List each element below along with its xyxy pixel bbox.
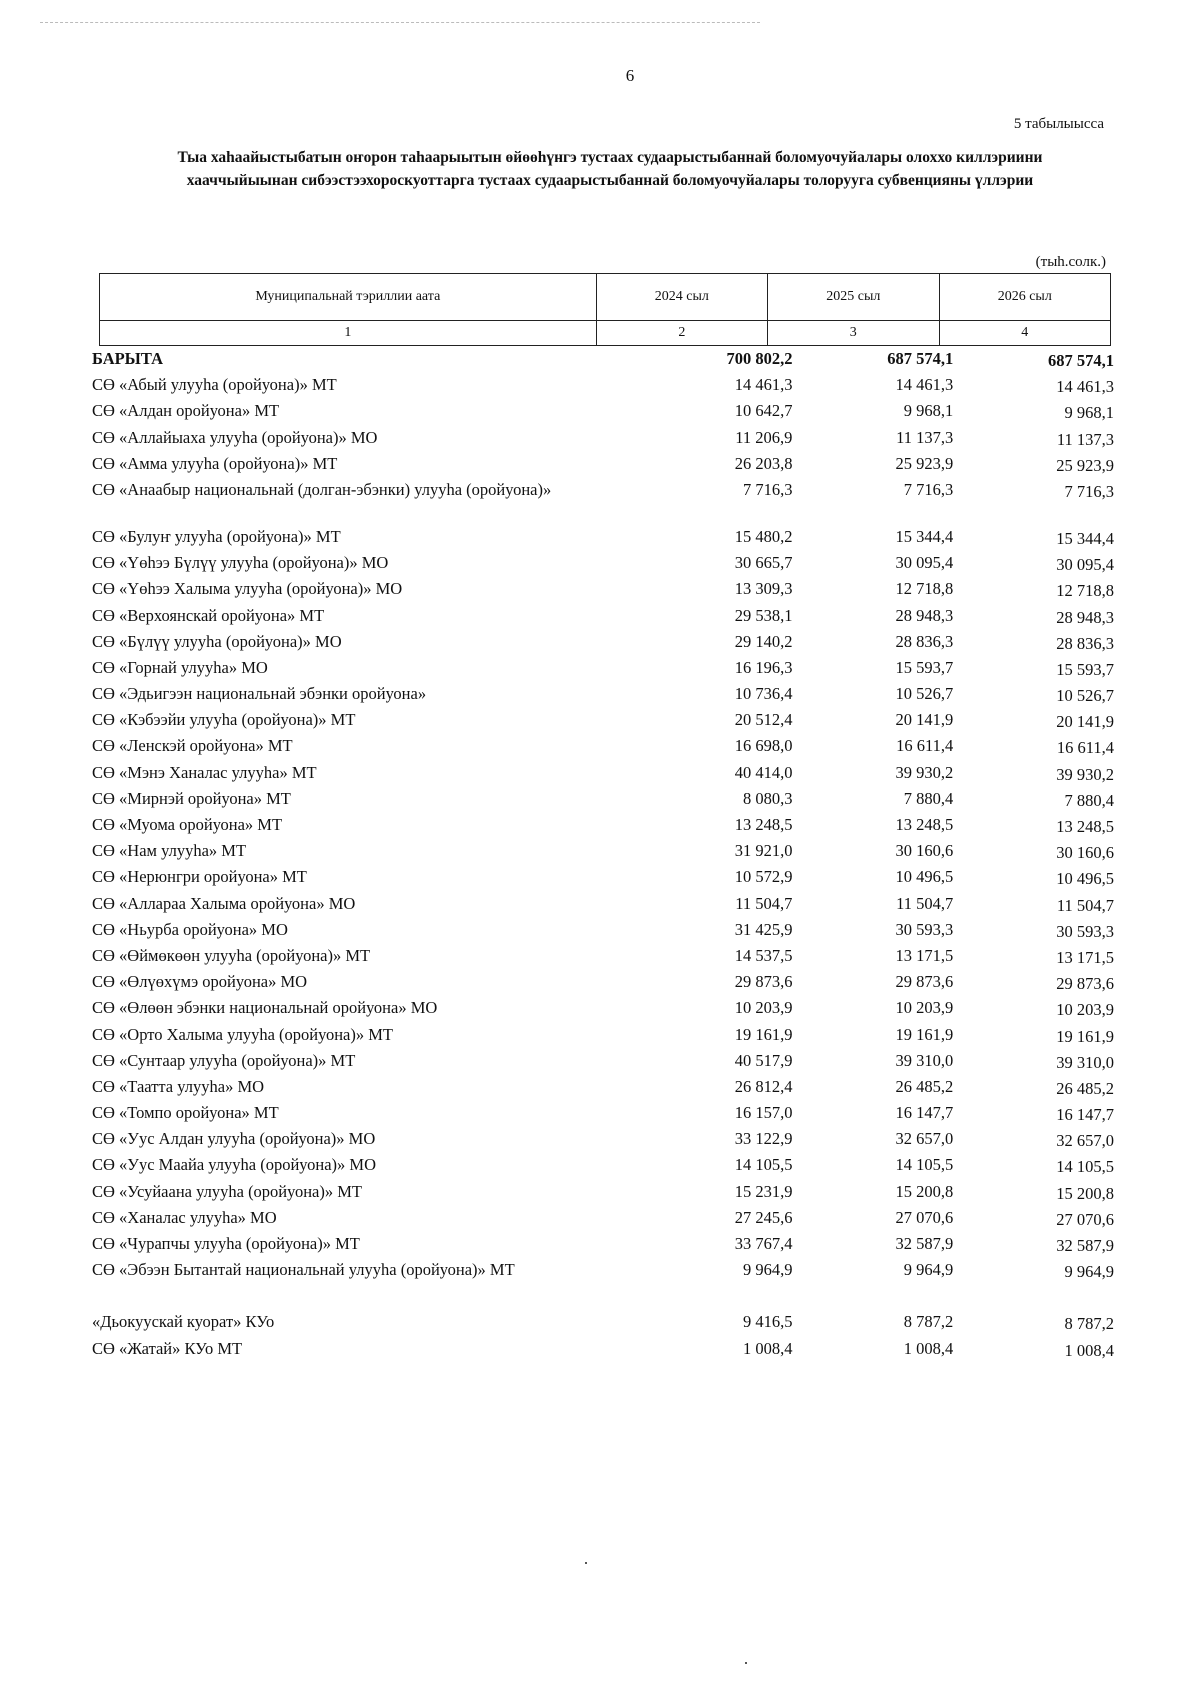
- row-name: СӨ «Үөhээ Халыма улууhа (оройуона)» МО: [92, 579, 403, 599]
- row-name: СӨ «Уус Маайа улууhа (оройуона)» МО: [92, 1155, 377, 1175]
- table-row: [92, 1050, 1114, 1076]
- row-value-2024: 9 416,5: [742, 1312, 793, 1332]
- row-value-2026: 15 593,7: [1056, 659, 1114, 679]
- row-value-2024: 10 642,7: [734, 401, 793, 421]
- row-value-2026: 32 657,0: [1056, 1131, 1114, 1151]
- row-value-2024: 10 572,9: [734, 867, 793, 887]
- table-row: [92, 788, 1114, 814]
- row-value-2025: 30 095,4: [895, 553, 954, 573]
- table-row: [92, 1181, 1114, 1207]
- row-value-2025: 10 526,7: [895, 684, 954, 704]
- column-number-2: 2: [596, 321, 767, 346]
- row-name: СӨ «Нам улууhа» МТ: [92, 841, 247, 861]
- row-value-2026: 10 203,9: [1056, 1000, 1114, 1020]
- row-name: СӨ «Эбээн Бытантай национальнай улууhа (оройуона)» МТ: [92, 1260, 515, 1280]
- row-name: СӨ «Үөhээ Бүлүү улууhа (оройуона)» МО: [92, 553, 389, 573]
- column-number-1: 1: [100, 321, 597, 346]
- row-name: СӨ «Аллайыаха улууhа (оройуона)» МО: [92, 427, 378, 447]
- row-value-2024: 30 665,7: [734, 553, 793, 573]
- row-name: СӨ «Таатта улууhа» МО: [92, 1076, 265, 1096]
- row-value-2026: 20 141,9: [1056, 712, 1114, 732]
- row-name: СӨ «Нерюнгри оройуона» МТ: [92, 867, 307, 887]
- table-row: [92, 893, 1114, 919]
- row-value-2026: 16 611,4: [1056, 738, 1114, 758]
- row-value-2024: 10 736,4: [734, 684, 793, 704]
- row-value-2024: 16 698,0: [734, 736, 793, 756]
- row-value-2024: 11 206,9: [735, 427, 793, 447]
- row-value-2025: 15 200,8: [895, 1181, 954, 1201]
- row-value-2025: 16 147,7: [895, 1103, 954, 1123]
- row-name: СӨ «Бүлүү улууhа (оройуона)» МО: [92, 631, 342, 651]
- row-value-2025: 7 880,4: [903, 788, 954, 808]
- row-value-2024: 16 196,3: [734, 657, 793, 677]
- row-value-2025: 7 716,3: [903, 479, 954, 499]
- table-body: [92, 348, 1114, 1364]
- row-name: СӨ «Алдан оройуона» МТ: [92, 401, 280, 421]
- header-municipality: Муниципальнай тэриллии аата: [100, 274, 597, 321]
- table-row: [92, 814, 1114, 840]
- row-value-2025: 14 105,5: [895, 1155, 954, 1175]
- row-name: СӨ «Аллараа Халыма оройуона» МО: [92, 893, 356, 913]
- table-row: [92, 1311, 1114, 1337]
- row-value-2026: 30 095,4: [1056, 555, 1114, 575]
- row-value-2026: 25 923,9: [1056, 455, 1114, 475]
- table-row: [92, 945, 1114, 971]
- row-value-2026: 10 496,5: [1056, 869, 1114, 889]
- table-row: [92, 1207, 1114, 1233]
- table-row: [92, 631, 1114, 657]
- row-name: СӨ «Өймөкөөн улууhа (оройуона)» МТ: [92, 945, 371, 965]
- table-row: [92, 479, 1114, 526]
- row-name: СӨ «Эдьигээн национальнай эбэнки оройуона»: [92, 684, 427, 704]
- row-value-2026: 39 930,2: [1056, 764, 1114, 784]
- row-value-2024: 15 480,2: [734, 526, 793, 546]
- row-value-2024: 1 008,4: [742, 1338, 793, 1358]
- page-number: 6: [625, 66, 635, 85]
- row-value-2026: 14 461,3: [1056, 377, 1114, 397]
- total-label: БАРЫТА: [92, 349, 163, 368]
- row-name: «Дьокуускай куорат» КУо: [92, 1312, 275, 1332]
- total-2024: 700 802,2: [726, 349, 793, 368]
- row-value-2024: 27 245,6: [734, 1207, 793, 1227]
- row-value-2026: 14 105,5: [1056, 1157, 1114, 1177]
- row-name: СӨ «Ленскэй оройуона» МТ: [92, 736, 293, 756]
- row-value-2024: 7 716,3: [742, 479, 793, 499]
- table-row: [92, 1154, 1114, 1180]
- table-row: [92, 762, 1114, 788]
- row-value-2024: 31 425,9: [734, 919, 793, 939]
- row-value-2026: 12 718,8: [1056, 581, 1114, 601]
- table-row: [92, 1024, 1114, 1050]
- row-value-2025: 8 787,2: [903, 1312, 954, 1332]
- table-row: [92, 709, 1114, 735]
- row-name: СӨ «Кэбээйи улууhа (оройуона)» МТ: [92, 710, 356, 730]
- table-row: [92, 1259, 1114, 1285]
- row-value-2024: 29 140,2: [734, 631, 793, 651]
- table-row: [92, 971, 1114, 997]
- row-value-2026: 30 160,6: [1056, 843, 1114, 863]
- row-value-2026: 7 880,4: [1064, 790, 1114, 810]
- row-value-2024: 19 161,9: [734, 1024, 793, 1044]
- table-row: [92, 552, 1114, 578]
- row-value-2025: 32 657,0: [895, 1129, 954, 1149]
- table-row: [92, 453, 1114, 479]
- table-row: [92, 1076, 1114, 1102]
- row-value-2025: 39 930,2: [895, 762, 954, 782]
- row-value-2025: 28 948,3: [895, 605, 954, 625]
- row-value-2024: 29 538,1: [734, 605, 793, 625]
- row-value-2024: 14 461,3: [734, 375, 793, 395]
- row-name: СӨ «Мэнэ Ханалас улууhа» МТ: [92, 762, 317, 782]
- row-name: СӨ «Өлүөхүмэ оройуона» МО: [92, 972, 308, 992]
- row-value-2024: 16 157,0: [734, 1103, 793, 1123]
- row-value-2026: 28 836,3: [1056, 633, 1114, 653]
- row-name: СӨ «Верхоянскай оройуона» МТ: [92, 605, 325, 625]
- row-value-2026: 39 310,0: [1056, 1052, 1114, 1072]
- row-value-2024: 20 512,4: [734, 710, 793, 730]
- row-value-2024: 10 203,9: [734, 998, 793, 1018]
- row-name: СӨ «Ньурба оройуона» МО: [92, 919, 288, 939]
- row-value-2025: 11 137,3: [896, 427, 954, 447]
- table-row: [92, 657, 1114, 683]
- row-value-2025: 9 968,1: [903, 401, 954, 421]
- row-value-2026: 28 948,3: [1056, 607, 1114, 627]
- table-row: [92, 1102, 1114, 1128]
- table-row: [92, 605, 1114, 631]
- total-2026: 687 574,1: [1048, 351, 1114, 370]
- table-row: [92, 427, 1114, 453]
- row-name: СӨ «Булуҥ улууhа (оройуона)» МТ: [92, 526, 341, 546]
- table-row: [92, 1128, 1114, 1154]
- table-row: [92, 735, 1114, 761]
- row-value-2024: 15 231,9: [734, 1181, 793, 1201]
- row-value-2025: 20 141,9: [895, 710, 954, 730]
- table-row: [92, 683, 1114, 709]
- header-row: [100, 274, 1111, 321]
- row-value-2025: 25 923,9: [895, 453, 954, 473]
- row-value-2025: 30 160,6: [895, 841, 954, 861]
- row-value-2024: 11 504,7: [735, 893, 793, 913]
- row-value-2026: 13 171,5: [1056, 947, 1114, 967]
- row-value-2026: 15 344,4: [1056, 528, 1114, 548]
- row-name: СӨ «Мирнэй оройуона» МТ: [92, 788, 291, 808]
- row-value-2025: 15 344,4: [895, 526, 954, 546]
- row-name: СӨ «Орто Халыма улууhа (оройуона)» МТ: [92, 1024, 393, 1044]
- header-2025: 2025 сыл: [768, 274, 939, 321]
- row-name: СӨ «Өлөөн эбэнки национальнай оройуона» МО: [92, 998, 438, 1018]
- appendix-label: 5 табылыысса: [1013, 116, 1104, 132]
- row-value-2026: 27 070,6: [1056, 1209, 1114, 1229]
- table-row: [92, 526, 1114, 552]
- row-value-2026: 32 587,9: [1056, 1236, 1114, 1255]
- row-value-2025: 27 070,6: [895, 1207, 954, 1227]
- row-value-2024: 13 248,5: [734, 815, 793, 834]
- row-name: СӨ «Анаабыр национальнай (долган-эбэнки) улууhа (оройуона)»: [92, 479, 552, 499]
- row-name: СӨ «Усуйаана улууhа (оройуона)» МТ: [92, 1181, 363, 1201]
- table-row: [92, 1233, 1114, 1259]
- row-name: СӨ «Горнай улууhа» МО: [92, 657, 268, 677]
- table-header: [99, 273, 1111, 346]
- row-value-2025: 1 008,4: [903, 1338, 954, 1358]
- row-value-2026: 1 008,4: [1064, 1340, 1114, 1360]
- row-value-2025: 28 836,3: [895, 631, 954, 651]
- row-value-2026: 26 485,2: [1056, 1078, 1114, 1098]
- total-row: [92, 348, 1114, 374]
- column-number-row: [100, 321, 1111, 346]
- row-value-2025: 16 611,4: [896, 736, 954, 756]
- unit-label: (тыh.солк.): [1035, 254, 1106, 270]
- row-value-2026: 7 716,3: [1064, 481, 1114, 501]
- row-value-2024: 14 105,5: [734, 1155, 793, 1175]
- scan-artifact-line: [40, 22, 760, 23]
- row-value-2025: 13 248,5: [895, 815, 954, 834]
- row-value-2025: 12 718,8: [895, 579, 954, 599]
- row-value-2025: 9 964,9: [903, 1260, 954, 1280]
- total-2025: 687 574,1: [887, 349, 954, 368]
- row-value-2024: 26 812,4: [734, 1076, 793, 1096]
- row-value-2026: 13 248,5: [1056, 817, 1114, 836]
- table-row: [92, 374, 1114, 400]
- row-value-2026: 11 504,7: [1056, 895, 1114, 915]
- row-value-2025: 19 161,9: [895, 1024, 954, 1044]
- table-row: [92, 1338, 1114, 1364]
- row-value-2025: 10 496,5: [895, 867, 954, 887]
- row-name: СӨ «Муома оройуона» МТ: [92, 815, 283, 834]
- row-value-2025: 10 203,9: [895, 998, 954, 1018]
- row-value-2026: 19 161,9: [1056, 1026, 1114, 1046]
- table-row: [92, 866, 1114, 892]
- row-value-2025: 13 171,5: [895, 945, 954, 965]
- row-value-2026: 15 200,8: [1056, 1183, 1114, 1203]
- row-value-2026: 9 964,9: [1064, 1262, 1114, 1282]
- scan-speck: [745, 1662, 747, 1664]
- row-value-2025: 32 587,9: [895, 1234, 954, 1253]
- row-name: СӨ «Амма улууhа (оройуона)» МТ: [92, 453, 338, 473]
- row-value-2024: 40 517,9: [734, 1050, 793, 1070]
- row-value-2025: 11 504,7: [896, 893, 954, 913]
- header-2024: 2024 сыл: [596, 274, 767, 321]
- row-value-2025: 14 461,3: [895, 375, 954, 395]
- row-value-2026: 30 593,3: [1056, 921, 1114, 941]
- row-value-2026: 11 137,3: [1056, 429, 1114, 449]
- row-value-2026: 29 873,6: [1056, 974, 1114, 994]
- row-value-2024: 33 122,9: [734, 1129, 793, 1149]
- row-name: СӨ «Уус Алдан улууhа (оройуона)» МО: [92, 1129, 376, 1149]
- row-value-2025: 30 593,3: [895, 919, 954, 939]
- row-value-2024: 13 309,3: [734, 579, 793, 599]
- row-name: СӨ «Чурапчы улууhа (оройуона)» МТ: [92, 1234, 360, 1253]
- header-2026: 2026 сыл: [939, 274, 1110, 321]
- row-value-2024: 29 873,6: [734, 972, 793, 992]
- row-name: СӨ «Сунтаар улууhа (оройуона)» МТ: [92, 1050, 356, 1070]
- row-value-2026: 9 968,1: [1064, 403, 1114, 423]
- row-value-2024: 9 964,9: [742, 1260, 793, 1280]
- document-title: Тыа хаhаайыстыбатын оҥорон таhаарыытын өйөөhүнгэ тустаах судаарыстыбаннай боломуочуйалары олоххо киллэриини хааччыйыынан сибээстээхороскуоттарга тустаах судаарыстыбаннай боломуочуйалары толорууга субвенцияны үллэрии: [177, 149, 1043, 189]
- row-name: СӨ «Жатай» КУо МТ: [92, 1338, 243, 1358]
- row-value-2024: 31 921,0: [734, 841, 793, 861]
- table-row: [92, 578, 1114, 604]
- row-name: СӨ «Абый улууhа (оройуона)» МТ: [92, 375, 337, 395]
- row-value-2025: 15 593,7: [895, 657, 954, 677]
- row-value-2024: 33 767,4: [734, 1234, 793, 1253]
- row-name: СӨ «Ханалас улууhа» МО: [92, 1207, 277, 1227]
- table-row: [92, 840, 1114, 866]
- row-value-2026: 16 147,7: [1056, 1105, 1114, 1125]
- row-value-2024: 14 537,5: [734, 945, 793, 965]
- scan-speck: [585, 1562, 587, 1564]
- row-value-2026: 10 526,7: [1056, 686, 1114, 706]
- table-row: [92, 997, 1114, 1023]
- table-row: [92, 919, 1114, 945]
- row-name: СӨ «Томпо оройуона» МТ: [92, 1103, 279, 1123]
- column-number-4: 4: [939, 321, 1110, 346]
- table-row: [92, 400, 1114, 426]
- row-value-2024: 8 080,3: [742, 788, 793, 808]
- row-value-2025: 29 873,6: [895, 972, 954, 992]
- row-value-2026: 8 787,2: [1064, 1314, 1114, 1334]
- row-value-2024: 26 203,8: [734, 453, 793, 473]
- row-value-2025: 26 485,2: [895, 1076, 954, 1096]
- row-value-2025: 39 310,0: [895, 1050, 954, 1070]
- column-number-3: 3: [768, 321, 939, 346]
- row-value-2024: 40 414,0: [734, 762, 793, 782]
